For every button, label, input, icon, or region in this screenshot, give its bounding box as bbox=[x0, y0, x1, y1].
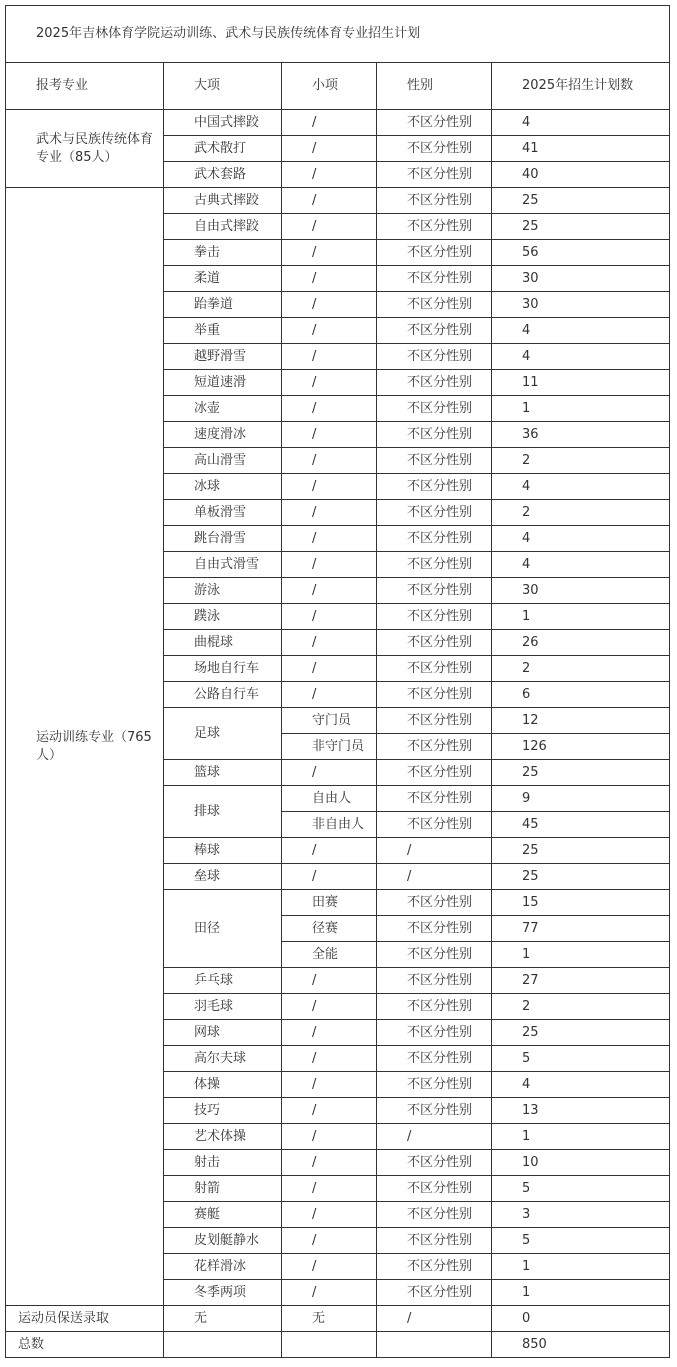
category-cell: 体操 bbox=[164, 1072, 282, 1098]
header-subcategory: 小项 bbox=[282, 63, 377, 110]
subcategory-cell: / bbox=[282, 1176, 377, 1202]
category-cell: 高尔夫球 bbox=[164, 1046, 282, 1072]
quota-cell: 45 bbox=[492, 812, 670, 838]
category-cell: 冰壶 bbox=[164, 396, 282, 422]
quota-cell: 2 bbox=[492, 656, 670, 682]
gender-cell: 不区分性别 bbox=[377, 162, 492, 188]
table-row bbox=[6, 1332, 670, 1358]
category-cell: 羽毛球 bbox=[164, 994, 282, 1020]
category-cell: 高山滑雪 bbox=[164, 448, 282, 474]
quota-cell: 1 bbox=[492, 942, 670, 968]
category-cell: 曲棍球 bbox=[164, 630, 282, 656]
category-cell: 游泳 bbox=[164, 578, 282, 604]
gender-cell: 不区分性别 bbox=[377, 708, 492, 734]
category-cell: 棒球 bbox=[164, 838, 282, 864]
quota-cell: 5 bbox=[492, 1176, 670, 1202]
subcategory-cell: / bbox=[282, 292, 377, 318]
category-cell: 越野滑雪 bbox=[164, 344, 282, 370]
quota-cell: 126 bbox=[492, 734, 670, 760]
quota-cell: 4 bbox=[492, 110, 670, 136]
gender-cell: 不区分性别 bbox=[377, 682, 492, 708]
gender-cell: 不区分性别 bbox=[377, 578, 492, 604]
quota-cell: 2 bbox=[492, 500, 670, 526]
quota-cell: 3 bbox=[492, 1202, 670, 1228]
gender-cell: 不区分性别 bbox=[377, 136, 492, 162]
table-row bbox=[6, 1306, 670, 1332]
gender-cell: 不区分性别 bbox=[377, 474, 492, 500]
gender-cell: 不区分性别 bbox=[377, 1098, 492, 1124]
category-cell: 篮球 bbox=[164, 760, 282, 786]
quota-cell: 5 bbox=[492, 1046, 670, 1072]
gender-cell: 不区分性别 bbox=[377, 292, 492, 318]
quota-cell: 27 bbox=[492, 968, 670, 994]
gender-cell: 不区分性别 bbox=[377, 188, 492, 214]
table-row bbox=[6, 110, 670, 136]
category-cell: 举重 bbox=[164, 318, 282, 344]
quota-cell: 25 bbox=[492, 1020, 670, 1046]
gender-cell: 不区分性别 bbox=[377, 942, 492, 968]
category-cell: 射箭 bbox=[164, 1176, 282, 1202]
gender-cell: 不区分性别 bbox=[377, 1020, 492, 1046]
subcategory-cell: / bbox=[282, 1202, 377, 1228]
table-row bbox=[6, 188, 670, 214]
subcategory-cell: / bbox=[282, 968, 377, 994]
quota-cell: 0 bbox=[492, 1306, 670, 1332]
subcategory-cell: / bbox=[282, 1228, 377, 1254]
gender-cell: 不区分性别 bbox=[377, 734, 492, 760]
category-cell: 自由式滑雪 bbox=[164, 552, 282, 578]
quota-cell: 11 bbox=[492, 370, 670, 396]
header-row bbox=[6, 63, 670, 110]
subcategory-cell: / bbox=[282, 1046, 377, 1072]
gender-cell: 不区分性别 bbox=[377, 526, 492, 552]
subcategory-cell: / bbox=[282, 1124, 377, 1150]
subcategory-cell: 自由人 bbox=[282, 786, 377, 812]
quota-cell: 30 bbox=[492, 266, 670, 292]
subcategory-cell: / bbox=[282, 188, 377, 214]
subcategory-cell: / bbox=[282, 526, 377, 552]
quota-cell: 40 bbox=[492, 162, 670, 188]
gender-cell: 不区分性别 bbox=[377, 110, 492, 136]
quota-cell: 1 bbox=[492, 1254, 670, 1280]
category-cell: 武术套路 bbox=[164, 162, 282, 188]
subcategory-cell: / bbox=[282, 604, 377, 630]
quota-cell: 15 bbox=[492, 890, 670, 916]
gender-cell: 不区分性别 bbox=[377, 1228, 492, 1254]
gender-cell: 不区分性别 bbox=[377, 630, 492, 656]
subcategory-cell: / bbox=[282, 760, 377, 786]
category-cell: 赛艇 bbox=[164, 1202, 282, 1228]
quota-cell: 4 bbox=[492, 344, 670, 370]
gender-cell: / bbox=[377, 864, 492, 890]
gender-cell: 不区分性别 bbox=[377, 318, 492, 344]
quota-cell: 1 bbox=[492, 604, 670, 630]
gender-cell: / bbox=[377, 838, 492, 864]
category-cell: 技巧 bbox=[164, 1098, 282, 1124]
category-cell: 皮划艇静水 bbox=[164, 1228, 282, 1254]
subcategory-cell: / bbox=[282, 136, 377, 162]
quota-cell: 5 bbox=[492, 1228, 670, 1254]
quota-cell: 13 bbox=[492, 1098, 670, 1124]
total-quota: 850 bbox=[492, 1332, 670, 1358]
gender-cell: / bbox=[377, 1306, 492, 1332]
subcategory-cell: / bbox=[282, 318, 377, 344]
empty-cell bbox=[377, 1332, 492, 1358]
gender-cell: 不区分性别 bbox=[377, 604, 492, 630]
quota-cell: 4 bbox=[492, 474, 670, 500]
major-athlete-admission: 运动员保送录取 bbox=[6, 1306, 164, 1332]
subcategory-cell: 无 bbox=[282, 1306, 377, 1332]
subcategory-cell: / bbox=[282, 266, 377, 292]
subcategory-cell: / bbox=[282, 1150, 377, 1176]
subcategory-cell: / bbox=[282, 500, 377, 526]
subcategory-cell: / bbox=[282, 994, 377, 1020]
major-wushu: 武术与民族传统体育专业（85人） bbox=[6, 110, 164, 188]
gender-cell: 不区分性别 bbox=[377, 916, 492, 942]
gender-cell: 不区分性别 bbox=[377, 1176, 492, 1202]
category-cell: 冰球 bbox=[164, 474, 282, 500]
quota-cell: 36 bbox=[492, 422, 670, 448]
gender-cell: 不区分性别 bbox=[377, 500, 492, 526]
category-cell: 古典式摔跤 bbox=[164, 188, 282, 214]
quota-cell: 41 bbox=[492, 136, 670, 162]
gender-cell: 不区分性别 bbox=[377, 370, 492, 396]
subcategory-cell: / bbox=[282, 838, 377, 864]
category-cell: 蹼泳 bbox=[164, 604, 282, 630]
quota-cell: 2 bbox=[492, 994, 670, 1020]
gender-cell: 不区分性别 bbox=[377, 968, 492, 994]
category-cell: 花样滑冰 bbox=[164, 1254, 282, 1280]
subcategory-cell: / bbox=[282, 370, 377, 396]
category-cell: 跳台滑雪 bbox=[164, 526, 282, 552]
quota-cell: 1 bbox=[492, 1124, 670, 1150]
quota-cell: 30 bbox=[492, 292, 670, 318]
subcategory-cell: / bbox=[282, 656, 377, 682]
subcategory-cell: / bbox=[282, 162, 377, 188]
subcategory-cell: / bbox=[282, 396, 377, 422]
subcategory-cell: / bbox=[282, 682, 377, 708]
header-quota: 2025年招生计划数 bbox=[492, 63, 670, 110]
quota-cell: 25 bbox=[492, 214, 670, 240]
quota-cell: 1 bbox=[492, 1280, 670, 1306]
subcategory-cell: 非守门员 bbox=[282, 734, 377, 760]
subcategory-cell: 守门员 bbox=[282, 708, 377, 734]
category-cell: 速度滑冰 bbox=[164, 422, 282, 448]
subcategory-cell: / bbox=[282, 1072, 377, 1098]
category-cell: 射击 bbox=[164, 1150, 282, 1176]
subcategory-cell: / bbox=[282, 1098, 377, 1124]
quota-cell: 56 bbox=[492, 240, 670, 266]
category-cell: 排球 bbox=[164, 786, 282, 838]
category-cell: 自由式摔跤 bbox=[164, 214, 282, 240]
subcategory-cell: / bbox=[282, 552, 377, 578]
quota-cell: 4 bbox=[492, 552, 670, 578]
empty-cell bbox=[164, 1332, 282, 1358]
gender-cell: 不区分性别 bbox=[377, 422, 492, 448]
category-cell: 艺术体操 bbox=[164, 1124, 282, 1150]
gender-cell: 不区分性别 bbox=[377, 1072, 492, 1098]
category-cell: 短道速滑 bbox=[164, 370, 282, 396]
gender-cell: 不区分性别 bbox=[377, 214, 492, 240]
subcategory-cell: / bbox=[282, 1020, 377, 1046]
total-label: 总数 bbox=[6, 1332, 164, 1358]
category-cell: 田径 bbox=[164, 890, 282, 968]
gender-cell: 不区分性别 bbox=[377, 552, 492, 578]
subcategory-cell: / bbox=[282, 1254, 377, 1280]
quota-cell: 12 bbox=[492, 708, 670, 734]
category-cell: 垒球 bbox=[164, 864, 282, 890]
gender-cell: 不区分性别 bbox=[377, 266, 492, 292]
category-cell: 公路自行车 bbox=[164, 682, 282, 708]
category-cell: 柔道 bbox=[164, 266, 282, 292]
subcategory-cell: / bbox=[282, 240, 377, 266]
category-cell: 场地自行车 bbox=[164, 656, 282, 682]
gender-cell: 不区分性别 bbox=[377, 344, 492, 370]
table-title: 2025年吉林体育学院运动训练、武术与民族传统体育专业招生计划 bbox=[6, 6, 670, 63]
subcategory-cell: 田赛 bbox=[282, 890, 377, 916]
header-gender: 性别 bbox=[377, 63, 492, 110]
title-row bbox=[6, 6, 670, 63]
quota-cell: 9 bbox=[492, 786, 670, 812]
category-cell: 乒乓球 bbox=[164, 968, 282, 994]
subcategory-cell: 径赛 bbox=[282, 916, 377, 942]
gender-cell: 不区分性别 bbox=[377, 396, 492, 422]
subcategory-cell: / bbox=[282, 110, 377, 136]
gender-cell: 不区分性别 bbox=[377, 760, 492, 786]
gender-cell: 不区分性别 bbox=[377, 1254, 492, 1280]
gender-cell: 不区分性别 bbox=[377, 890, 492, 916]
quota-cell: 25 bbox=[492, 188, 670, 214]
quota-cell: 2 bbox=[492, 448, 670, 474]
subcategory-cell: 非自由人 bbox=[282, 812, 377, 838]
gender-cell: 不区分性别 bbox=[377, 812, 492, 838]
subcategory-cell: / bbox=[282, 1280, 377, 1306]
quota-cell: 25 bbox=[492, 838, 670, 864]
quota-cell: 25 bbox=[492, 864, 670, 890]
category-cell: 跆拳道 bbox=[164, 292, 282, 318]
gender-cell: 不区分性别 bbox=[377, 786, 492, 812]
subcategory-cell: / bbox=[282, 630, 377, 656]
quota-cell: 10 bbox=[492, 1150, 670, 1176]
quota-cell: 26 bbox=[492, 630, 670, 656]
quota-cell: 1 bbox=[492, 396, 670, 422]
subcategory-cell: 全能 bbox=[282, 942, 377, 968]
category-cell: 网球 bbox=[164, 1020, 282, 1046]
enrollment-plan-table bbox=[5, 5, 670, 1358]
category-cell: 中国式摔跤 bbox=[164, 110, 282, 136]
quota-cell: 4 bbox=[492, 318, 670, 344]
subcategory-cell: / bbox=[282, 344, 377, 370]
subcategory-cell: / bbox=[282, 864, 377, 890]
quota-cell: 25 bbox=[492, 760, 670, 786]
gender-cell: 不区分性别 bbox=[377, 240, 492, 266]
header-major: 报考专业 bbox=[6, 63, 164, 110]
category-cell: 无 bbox=[164, 1306, 282, 1332]
gender-cell: 不区分性别 bbox=[377, 1280, 492, 1306]
header-category: 大项 bbox=[164, 63, 282, 110]
gender-cell: / bbox=[377, 1124, 492, 1150]
major-training: 运动训练专业（765人） bbox=[6, 188, 164, 1306]
gender-cell: 不区分性别 bbox=[377, 1150, 492, 1176]
subcategory-cell: / bbox=[282, 214, 377, 240]
category-cell: 拳击 bbox=[164, 240, 282, 266]
quota-cell: 30 bbox=[492, 578, 670, 604]
gender-cell: 不区分性别 bbox=[377, 656, 492, 682]
gender-cell: 不区分性别 bbox=[377, 1202, 492, 1228]
subcategory-cell: / bbox=[282, 578, 377, 604]
gender-cell: 不区分性别 bbox=[377, 1046, 492, 1072]
gender-cell: 不区分性别 bbox=[377, 448, 492, 474]
quota-cell: 6 bbox=[492, 682, 670, 708]
category-cell: 单板滑雪 bbox=[164, 500, 282, 526]
gender-cell: 不区分性别 bbox=[377, 994, 492, 1020]
category-cell: 足球 bbox=[164, 708, 282, 760]
subcategory-cell: / bbox=[282, 474, 377, 500]
subcategory-cell: / bbox=[282, 448, 377, 474]
empty-cell bbox=[282, 1332, 377, 1358]
category-cell: 冬季两项 bbox=[164, 1280, 282, 1306]
subcategory-cell: / bbox=[282, 422, 377, 448]
quota-cell: 4 bbox=[492, 1072, 670, 1098]
quota-cell: 77 bbox=[492, 916, 670, 942]
quota-cell: 4 bbox=[492, 526, 670, 552]
category-cell: 武术散打 bbox=[164, 136, 282, 162]
